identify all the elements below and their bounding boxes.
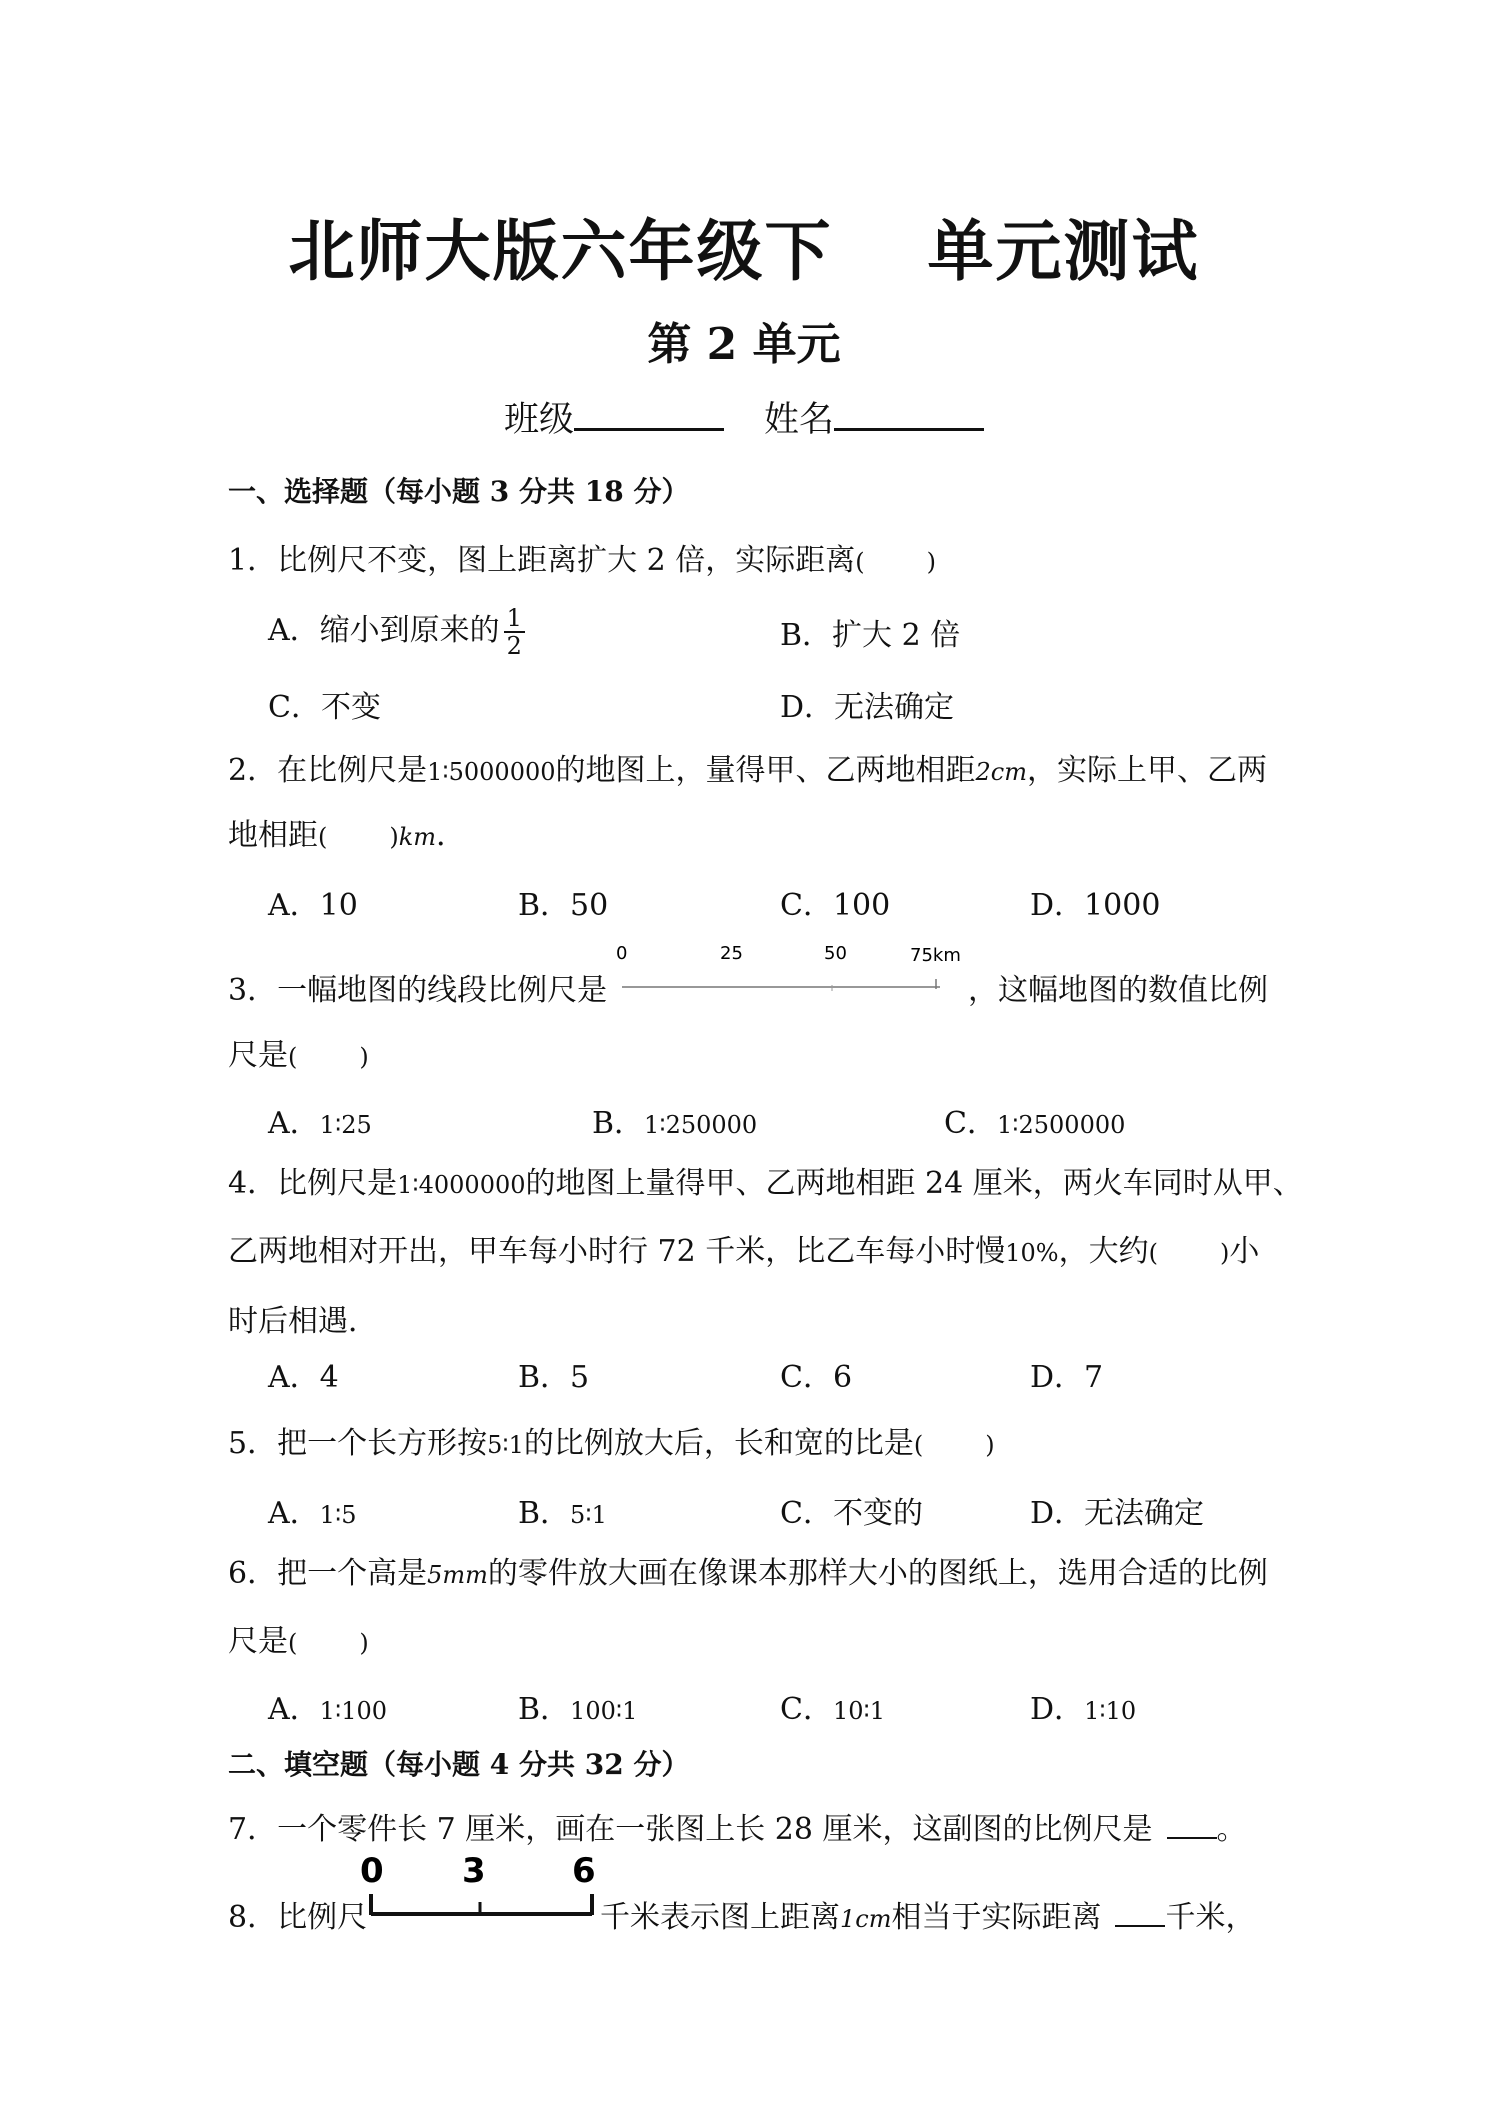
question-4: 4．比例尺是1∶4000000的地图上量得甲、乙两地相距 24 厘米，两火车同时从甲、 (228, 1166, 1303, 1201)
q2-ratio: 1∶5000000 (427, 758, 556, 786)
name-label: 姓名 (764, 400, 835, 440)
q8-line-scale (360, 1848, 600, 1928)
q3-scale-label-50: 50 (824, 943, 847, 964)
class-label: 班级 (503, 400, 574, 440)
q8-answer-blank[interactable] (1115, 1897, 1165, 1927)
question-3-line2: 尺是( ) (228, 1038, 369, 1073)
section-heading-fill: 二、填空题（每小题 4 分共 32 分） (228, 1748, 690, 1781)
q7-answer-blank[interactable] (1167, 1809, 1217, 1839)
q2-distance: 2cm (975, 758, 1027, 786)
q2-option-d[interactable]: D．1000 (1030, 888, 1161, 923)
q8-scale-label-3: 3 (462, 1851, 486, 1891)
q4-percent: 10% (1005, 1239, 1059, 1267)
question-1: 1．比例尺不变，图上距离扩大 2 倍，实际距离( ) (228, 543, 936, 578)
q6-option-c[interactable]: C．10∶1 (780, 1692, 886, 1727)
q3-scale-label-25: 25 (720, 943, 743, 964)
q2-option-b[interactable]: B．50 (518, 888, 609, 923)
question-2-line2: 地相距( )km． (228, 818, 467, 853)
name-blank[interactable] (834, 394, 984, 431)
q5-option-c[interactable]: C．不变的 (780, 1496, 923, 1531)
q6-option-d[interactable]: D．1∶10 (1030, 1692, 1137, 1727)
q1-text: 1．比例尺不变，图上距离扩大 2 倍，实际距离 (228, 543, 856, 578)
q1-option-c[interactable]: C．不变 (268, 690, 381, 725)
q1-fraction: $\frac{1}{2}$ (504, 605, 525, 659)
question-4-line3: 时后相遇． (228, 1304, 378, 1339)
q4-option-d[interactable]: D．7 (1030, 1360, 1104, 1395)
q3-scale-label-0: 0 (616, 943, 628, 964)
q8-scale-label-0: 0 (360, 1851, 384, 1891)
q6-option-b[interactable]: B．100∶1 (518, 1692, 638, 1727)
q5-option-a[interactable]: A．1∶5 (268, 1496, 357, 1531)
student-info-line (0, 392, 1488, 442)
question-2: 2．在比例尺是1∶5000000的地图上，量得甲、乙两地相距2cm，实际上甲、乙两 (228, 753, 1267, 788)
q5-option-b[interactable]: B．5∶1 (518, 1496, 607, 1531)
q3-scale-label-75km: 75km (910, 945, 961, 966)
q2-option-a[interactable]: A．10 (268, 888, 358, 923)
unit-subtitle: 第 2 单元 (647, 319, 841, 370)
q5-option-d[interactable]: D．无法确定 (1030, 1496, 1205, 1531)
q6-size: 5mm (427, 1561, 488, 1589)
q3-option-c[interactable]: C．1∶2500000 (944, 1106, 1126, 1141)
q5-ratio: 5∶1 (487, 1431, 524, 1459)
page-title (0, 198, 1488, 293)
question-8: 8．比例尺 (228, 1900, 368, 1935)
q1-option-a[interactable]: A．缩小到原来的 $\frac{1}{2}$ (268, 605, 525, 659)
q3-option-b[interactable]: B．1∶250000 (592, 1106, 758, 1141)
q8-distance: 1cm (840, 1905, 892, 1933)
question-6-line2: 尺是( ) (228, 1624, 369, 1659)
title-part2: 单元测试 (927, 213, 1200, 290)
q3-line-scale (612, 935, 961, 1005)
question-4-line2: 乙两地相对开出，甲车每小时行 72 千米，比乙车每小时慢10%，大约( )小 (228, 1234, 1260, 1269)
section-heading-choice: 一、选择题（每小题 3 分共 18 分） (228, 475, 690, 508)
q3-option-a[interactable]: A．1∶25 (268, 1106, 372, 1141)
q1-option-d[interactable]: D．无法确定 (780, 690, 955, 725)
question-5: 5．把一个长方形按5∶1的比例放大后，长和宽的比是( ) (228, 1426, 995, 1461)
title-part1: 北师大版六年级下 (288, 213, 833, 290)
q8-scale-label-6: 6 (572, 1851, 596, 1891)
q4-option-a[interactable]: A．4 (268, 1360, 339, 1395)
q4-ratio: 1∶4000000 (397, 1171, 526, 1199)
q2-option-c[interactable]: C．100 (780, 888, 891, 923)
question-3-text: 3．一幅地图的线段比例尺是 (228, 973, 608, 1008)
question-8-text: 千米表示图上距离1cm相当于实际距离 千米， (600, 1892, 1255, 1936)
class-blank[interactable] (574, 394, 724, 431)
question-3-text-2: ，这幅地图的数值比例 (968, 973, 1268, 1008)
question-7: 7．一个零件长 7 厘米，画在一张图上长 28 厘米，这副图的比例尺是 。 (228, 1804, 1247, 1848)
q6-option-a[interactable]: A．1∶100 (268, 1692, 387, 1727)
question-6: 6．把一个高是5mm的零件放大画在像课本那样大小的图纸上，选用合适的比例 (228, 1556, 1268, 1591)
q1-option-b[interactable]: B．扩大 2 倍 (780, 618, 961, 653)
q4-option-b[interactable]: B．5 (518, 1360, 590, 1395)
q4-option-c[interactable]: C．6 (780, 1360, 853, 1395)
